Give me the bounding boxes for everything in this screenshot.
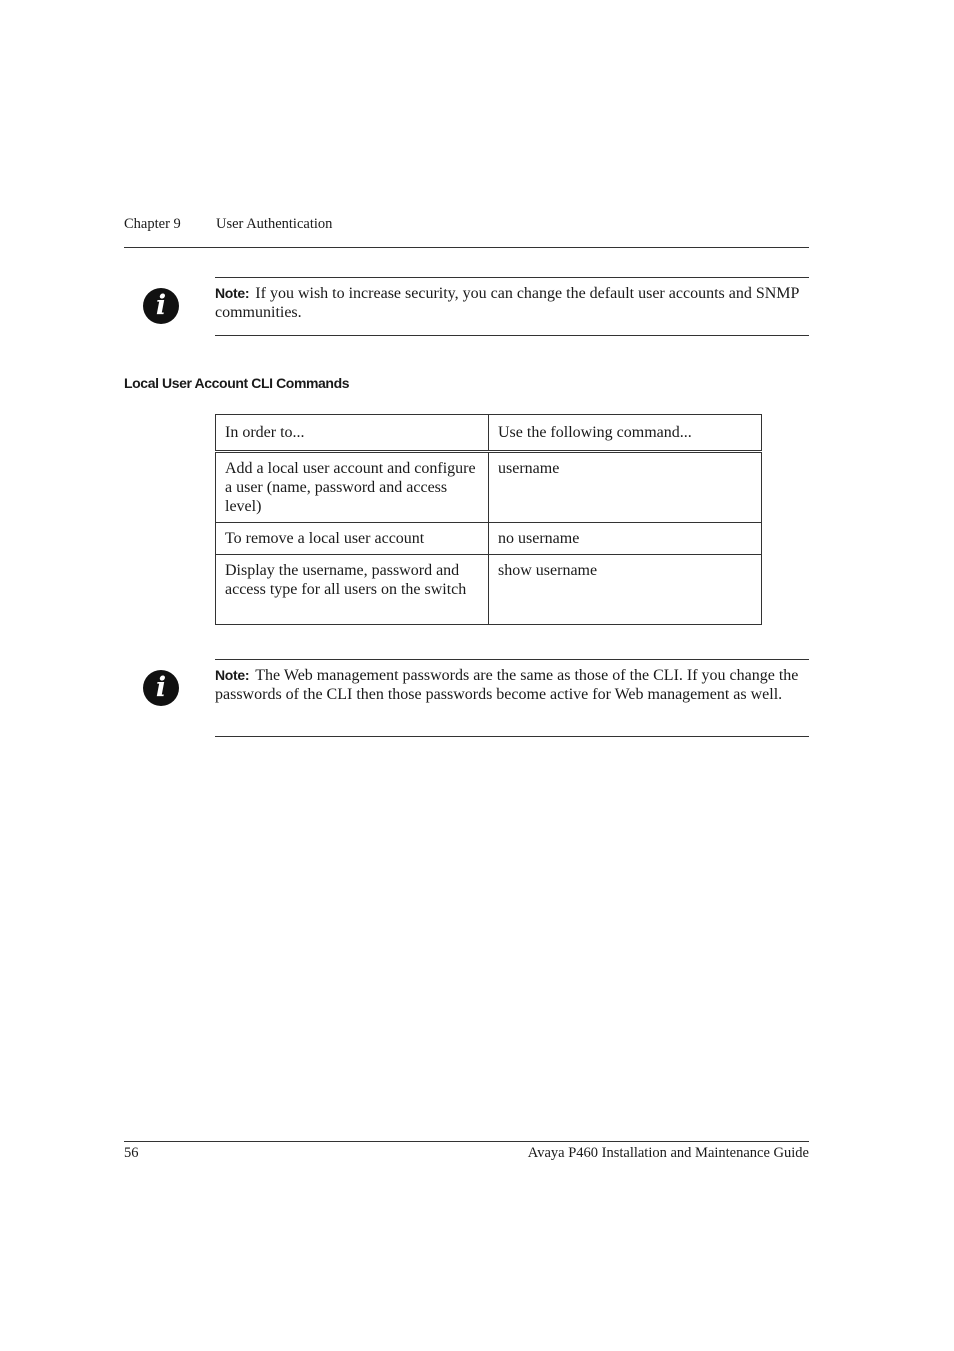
table-row: [216, 452, 762, 523]
column-header: In order to...: [216, 415, 489, 452]
table-cell: Add a local user account and configure a user (name, password and access level): [216, 452, 489, 523]
note-body: If you wish to increase security, you can change the default user accounts and SNMP communities.: [215, 285, 799, 321]
column-header: Use the following command...: [489, 415, 762, 452]
table-header-row: [216, 415, 762, 452]
table-cell: To remove a local user account: [216, 523, 489, 555]
note-box: [215, 277, 809, 336]
info-icon: i: [143, 670, 179, 706]
footer-rule: [124, 1141, 809, 1142]
table-cell: username: [489, 452, 762, 523]
info-icon: i: [143, 288, 179, 324]
guide-title: Avaya P460 Installation and Maintenance Guide: [527, 1145, 809, 1161]
section-heading: Local User Account CLI Commands: [124, 375, 350, 391]
header-rule: [124, 247, 809, 248]
chapter-number: Chapter 9: [124, 216, 181, 232]
cli-commands-table: [215, 414, 762, 625]
note-box: [215, 659, 809, 737]
table-row: [216, 555, 762, 625]
note-body: The Web management passwords are the same as those of the CLI. If you change the passwords of the CLI then those passwords become active for Web management as well.: [215, 667, 799, 703]
note-label: Note:: [215, 667, 250, 683]
note-label: Note:: [215, 285, 250, 301]
note-text: [215, 278, 809, 322]
note-text: [215, 660, 809, 704]
table-cell: Display the username, password and access type for all users on the switch: [216, 555, 489, 625]
table-row: [216, 523, 762, 555]
page-number: 56: [124, 1145, 139, 1161]
table-cell: show username: [489, 555, 762, 625]
chapter-title: User Authentication: [216, 216, 333, 232]
table-cell: no username: [489, 523, 762, 555]
